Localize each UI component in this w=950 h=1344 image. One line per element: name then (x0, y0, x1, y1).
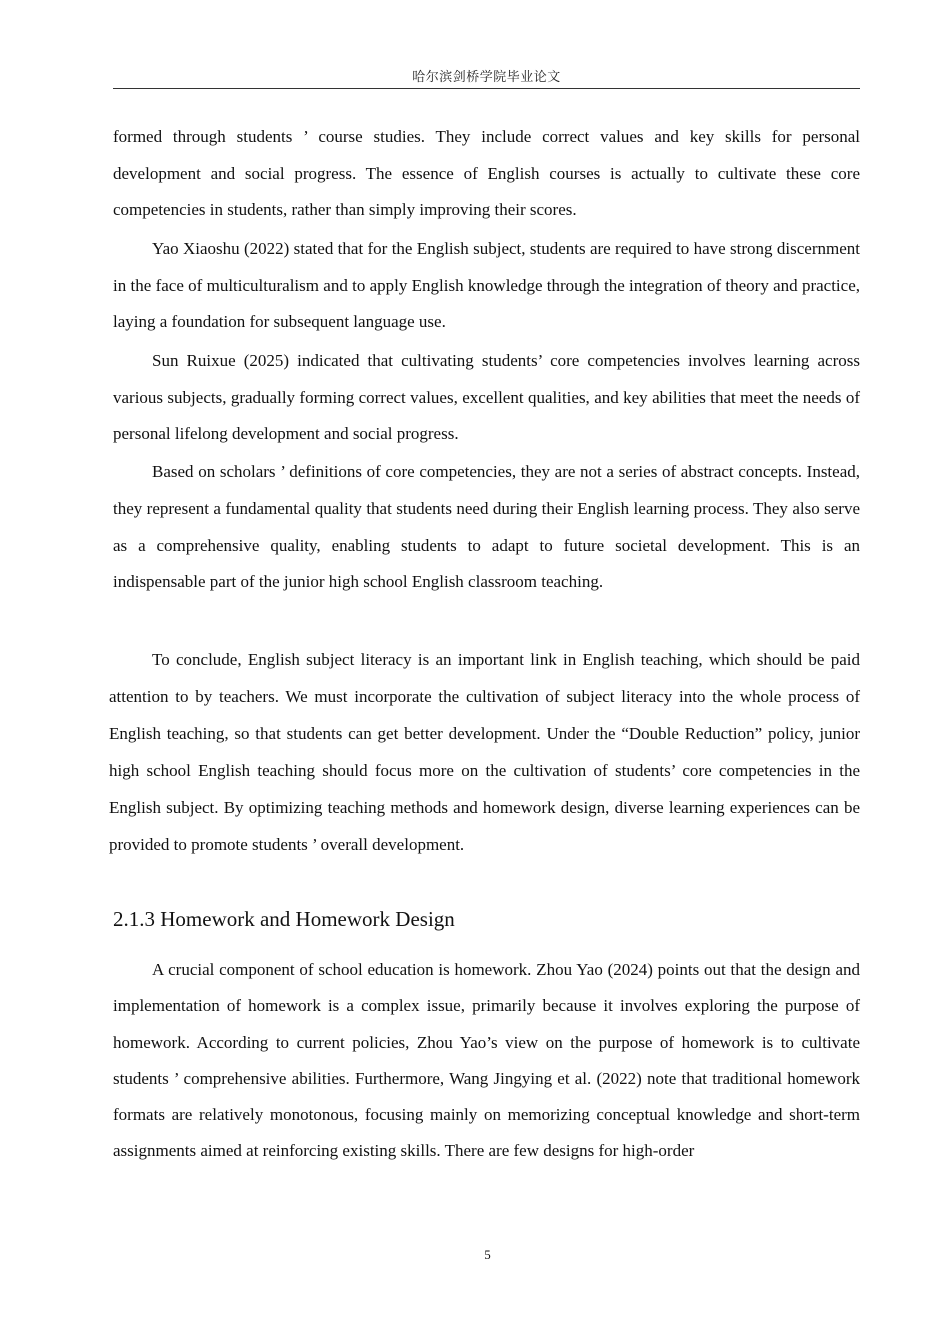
body-paragraph: formed through students ’ course studies. They include correct values and key skills for personal development and social progress. The essence of English courses is actually to cultivate these core competencies in students, rather than simply improving their scores. (113, 127, 860, 219)
section-heading: 2.1.3 Homework and Homework Design (113, 907, 455, 931)
page-number: 5 (484, 1247, 491, 1262)
body-paragraph: Sun Ruixue (2025) indicated that cultivating students’ core competencies involves learning across various subjects, gradually forming correct values, excellent qualities, and key abilities that meet the needs of personal lifelong development and social progress. (113, 351, 860, 443)
body-paragraph: Yao Xiaoshu (2022) stated that for the English subject, students are required to have strong discernment in the face of multiculturalism and to apply English knowledge through the integration of theory and practice, laying a foundation for subsequent language use. (113, 239, 860, 331)
body-paragraph: A crucial component of school education is homework. Zhou Yao (2024) points out that the design and implementation of homework is a complex issue, primarily because it involves exploring the purpose of homework. According to current policies, Zhou Yao’s view on the purpose of homework is to cultivate students ’ comprehensive abilities. Furthermore, Wang Jingying et al. (2022) note that traditional homework formats are relatively monotonous, focusing mainly on memorizing conceptual knowledge and short-term assignments aimed at reinforcing existing skills. There are few designs for high-order (113, 960, 860, 1161)
body-paragraph: To conclude, English subject literacy is an important link in English teaching, which should be paid attention to by teachers. We must incorporate the cultivation of subject literacy into the whole process of English teaching, so that students can get better development. Under the “Double Reduction” policy, junior high school English teaching should focus more on the cultivation of students’ core competencies in the English subject. By optimizing teaching methods and homework design, diverse learning experiences can be provided to promote students ’ overall development. (109, 650, 860, 854)
header-divider (113, 88, 860, 89)
body-paragraph: Based on scholars ’ definitions of core competencies, they are not a series of abstract concepts. Instead, they represent a fundamental quality that students need during their English learning process. They also serve as a comprehensive quality, enabling students to adapt to future societal development. This is an indispensable part of the junior high school English classroom teaching. (113, 462, 860, 592)
running-header: 哈尔滨剑桥学院毕业论文 (412, 69, 561, 84)
